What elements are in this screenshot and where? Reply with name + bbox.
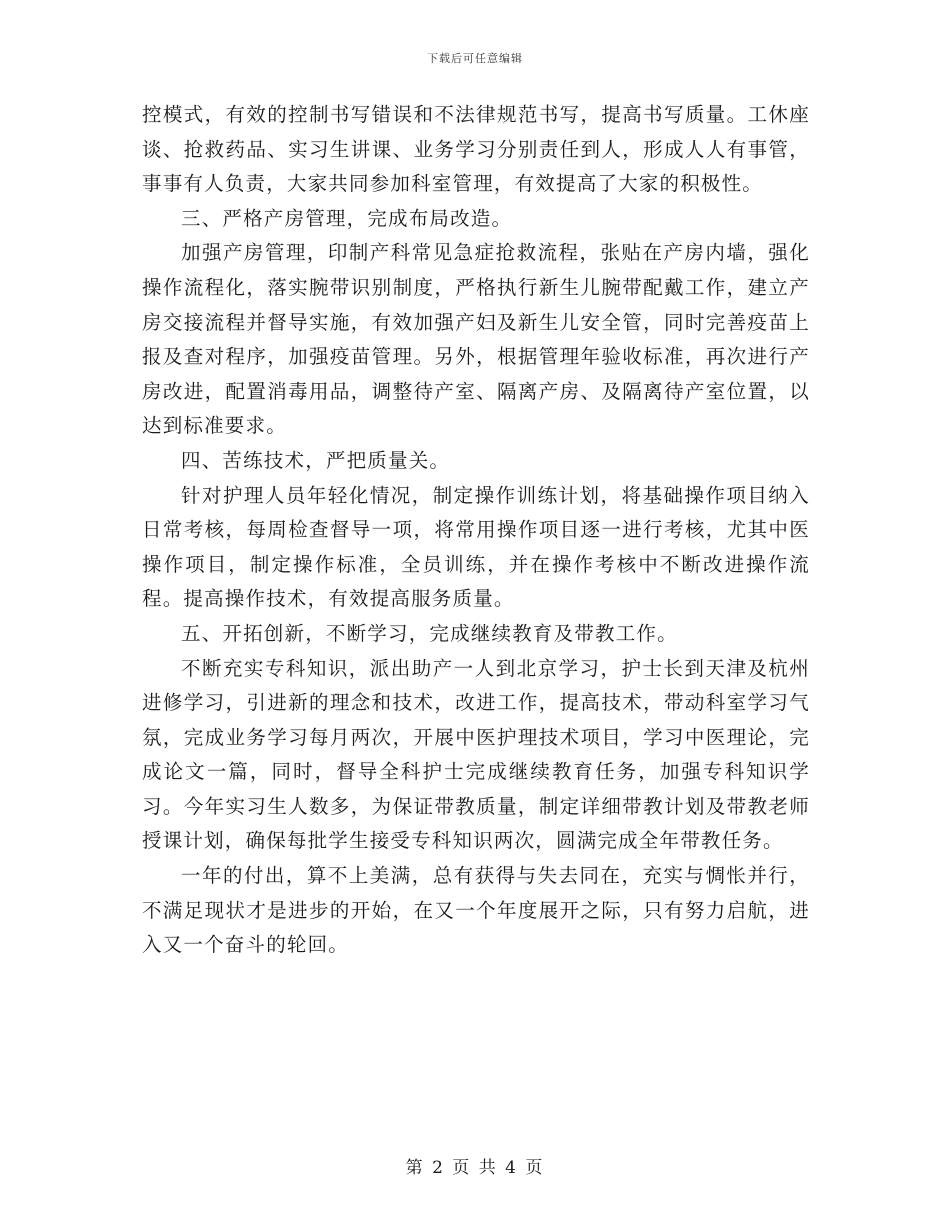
paragraph-delivery-room: 加强产房管理，印制产科常见急症抢救流程，张贴在产房内墙，强化操作流程化，落实腕带识别制度，严格执行新生儿腕带配戴工作，建立产房交接流程并督导实施，有效加强产妇及新生儿安全管，同时完善疫苗上报及查对程序，加强疫苗管理。另外，根据管理年验收标准，再次进行产房改进，配置消毒用品，调整待产室、隔离产房、及隔离待产室位置，以达到标准要求。 <box>142 241 810 438</box>
section-heading-5: 五、开拓创新，不断学习，完成继续教育及带教工作。 <box>181 621 678 645</box>
page-header: 下载后可任意编辑 <box>427 52 523 65</box>
paragraph-skills-training: 针对护理人员年轻化情况，制定操作训练计划，将基础操作项目纳入日常考核，每周检查督导一项，将常用操作项目逐一进行考核，尤其中医操作项目，制定操作标准，全员训练，并在操作考核中不断改进操作流程。提高操作技术，有效提高服务质量。 <box>142 483 810 611</box>
section-heading-3: 三、严格产房管理，完成布局改造。 <box>181 206 513 230</box>
document-body <box>142 98 810 963</box>
section-heading-4: 四、苦练技术，严把质量关。 <box>181 448 451 472</box>
paragraph-conclusion: 一年的付出，算不上美满，总有获得与失去同在，充实与惆怅并行，不满足现状才是进步的开始，在又一个年度展开之际，只有努力启航，进入又一个奋斗的轮回。 <box>142 864 810 957</box>
paragraph-continued: 控模式，有效的控制书写错误和不法律规范书写，提高书写质量。工休座谈、抢救药品、实习生讲课、业务学习分别责任到人，形成人人有事管，事事有人负责，大家共同参加科室管理，有效提高了大家的积极性。 <box>142 103 810 196</box>
paragraph-education: 不断充实专科知识，派出助产一人到北京学习，护士长到天津及杭州进修学习，引进新的理念和技术，改进工作，提高技术，带动科室学习气氛，完成业务学习每月两次，开展中医护理技术项目，学习中医理论，完成论文一篇，同时，督导全科护士完成继续教育任务，加强专科知识学习。今年实习生人数多，为保证带教质量，制定详细带教计划及带教老师授课计划，确保每批学生接受专科知识两次，圆满完成全年带教任务。 <box>142 656 810 853</box>
page-number: 第 2 页 共 4 页 <box>405 1158 545 1178</box>
